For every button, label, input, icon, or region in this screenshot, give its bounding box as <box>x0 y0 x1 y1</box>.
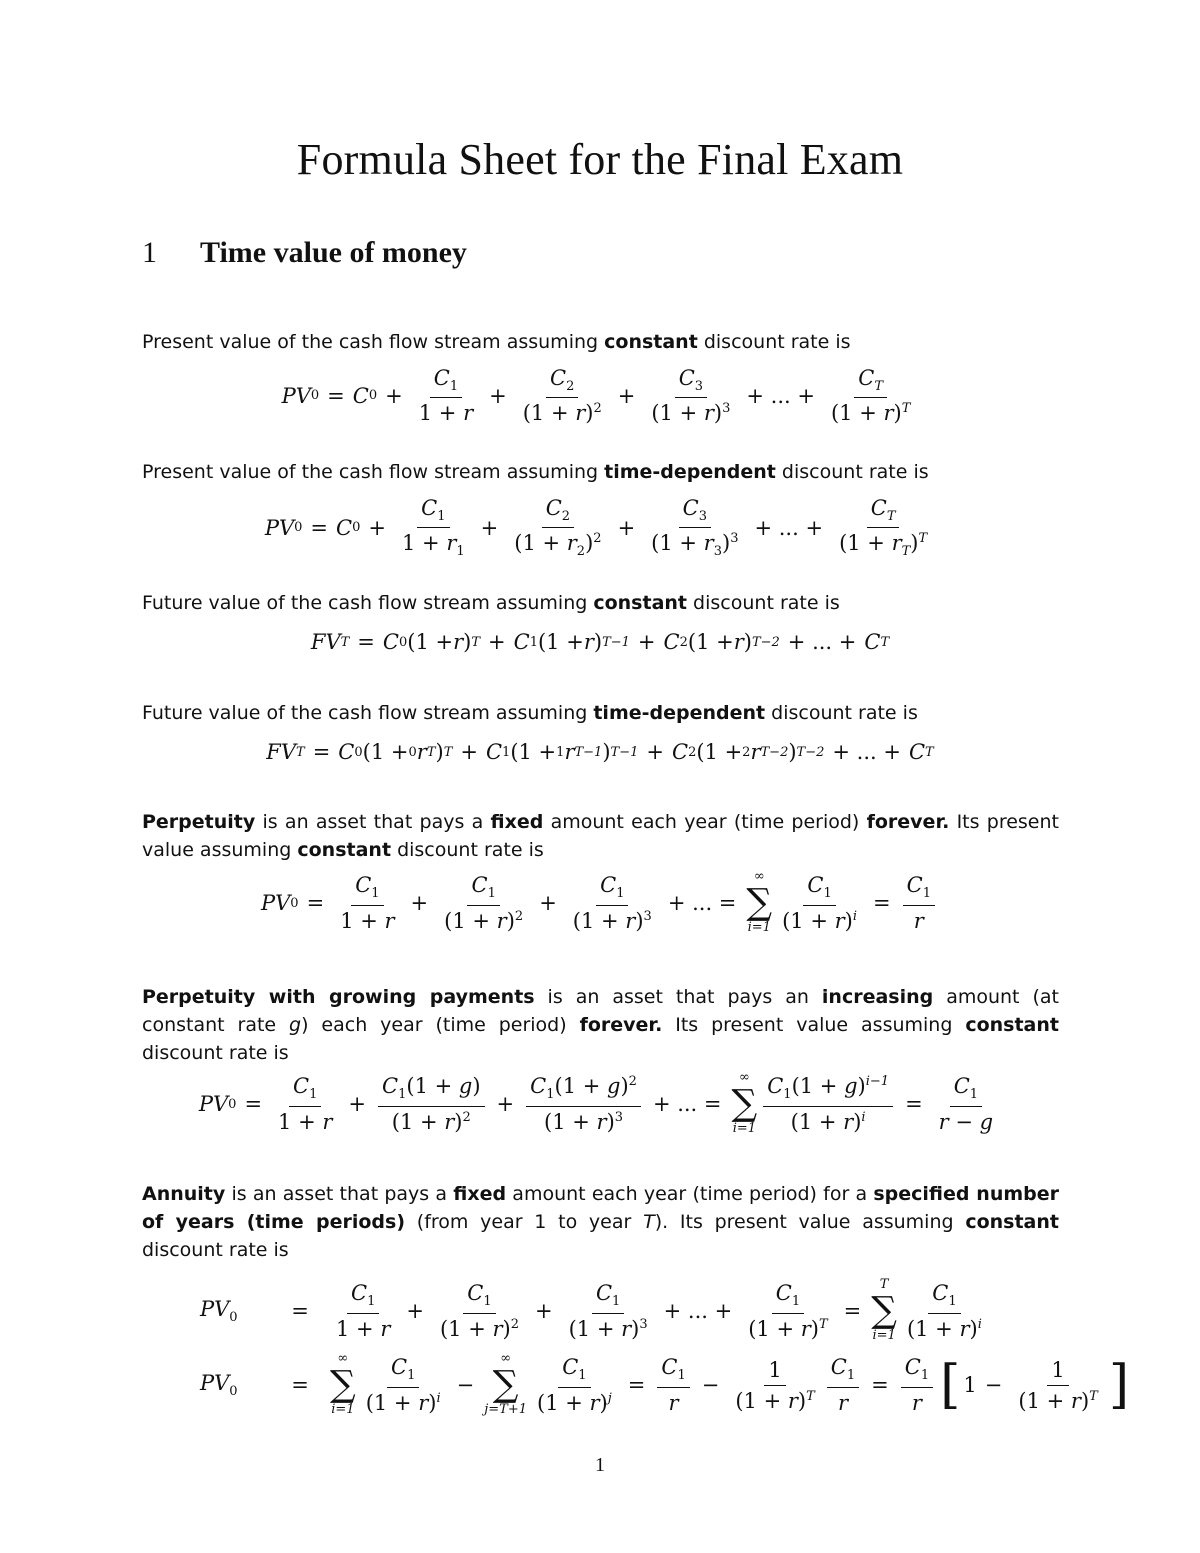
section-heading <box>142 236 467 270</box>
paragraph-perpetuity: Perpetuity is an asset that pays a fixed amount each year (time period) forever. Its present value assuming constant discount rate is <box>142 811 1059 861</box>
paragraph-fv-time-dependent: Future value of the cash flow stream assuming time-dependent discount rate is <box>142 702 918 724</box>
equation-perpetuity: PV 0 = $\frac{C_1}{1 + r}$ + $\frac{C_1}{(1 + r)^2}$ + $\frac{C_1}{(1 + r)^3}$ + ... = ∞ ∑ i=1 $\frac{C_1}{(1 + r)^i}$ = $\frac{C_1}{r}$ <box>0 870 1200 936</box>
page-title: Formula Sheet for the Final Exam <box>296 135 904 184</box>
section-title: Time value of money <box>200 236 467 269</box>
equation-pv-constant: PV 0 = C 0 + $\frac{C_1}{1 + r}$ + $\frac{C_2}{(1 + r)^2}$ + $\frac{C_3}{(1 + r)^3}$ + ... + $\frac{C_T}{(1 + r)^T}$ <box>281 366 911 426</box>
page-number: 1 <box>595 1454 605 1476</box>
paragraph-fv-constant: Future value of the cash flow stream assuming constant discount rate is <box>142 592 840 614</box>
equation-annuity-1: $PV_0$ = $\frac{C_1}{1 + r}$ + $\frac{C_1}{(1 + r)^2}$ + $\frac{C_1}{(1 + r)^3}$ + ... + $\frac{C_1}{(1 + r)^T}$ = T ∑ i=1 $\frac{C_1}{(1 + r)^i}$ <box>200 1277 982 1343</box>
equation-growing-perpetuity: PV 0 = $\frac{C_1}{1 + r}$ + $\frac{C_1(1 + g)}{(1 + r)^2}$ + $\frac{C_1(1 + g)^2}{(1 + r)^3}$ + ... = ∞ ∑ i=1 $\frac{C_1(1 + g)^{i-1}}{(1 + r)^i}$ = $\frac{C_1}{r - g}$ <box>198 1070 994 1136</box>
equation-annuity-2: $PV_0$ = ∞ ∑ i=1 $\frac{C_1}{(1 + r)^i}$ − ∞ ∑ j=T+1 $\frac{C_1}{(1 + r)^j}$ = $\frac{C_1}{r}$ − $\frac{1}{(1 + r)^T}$ $\frac{C_1}{r}$ = $\frac{C_1}{r}$ [ 1 − $\frac{1}{(1 + r)^T}$ ] <box>200 1351 1130 1417</box>
paragraph-pv-constant: Present value of the cash flow stream assuming constant discount rate is <box>142 331 851 353</box>
paragraph-annuity: Annuity is an asset that pays a fixed amount each year (time period) for a specified number of years (time periods) (from year 1 to year T). Its present value assuming constant discount rate is <box>142 1183 1059 1261</box>
paragraph-growing-perpetuity: Perpetuity with growing payments is an asset that pays an increasing amount (at constant rate g) each year (time period) forever. Its present value assuming constant discount rate is <box>142 986 1059 1064</box>
equation-fv-constant: FV T = C 0 (1 + r ) T + C 1 (1 + r ) T−1 + C 2 (1 + r ) T−2 + ... + C T <box>310 630 890 654</box>
equation-fv-time-dependent: FV T = C 0 (1 + 0 r T ) T + C 1 (1 + 1 r T−1 ) T−1 + C 2 (1 + 2 r T−2 ) T−2 + ... + C T <box>266 740 934 764</box>
equation-pv-time-dependent: PV 0 = C 0 + $\frac{C_1}{1 + r_1}$ + $\frac{C_2}{(1 + r_2)^2}$ + $\frac{C_3}{(1 + r_3)^3}$ + ... + $\frac{C_T}{(1 + r_T)^T}$ <box>264 496 928 560</box>
paragraph-pv-time-dependent: Present value of the cash flow stream assuming time-dependent discount rate is <box>142 461 929 483</box>
section-number: 1 <box>142 236 157 269</box>
